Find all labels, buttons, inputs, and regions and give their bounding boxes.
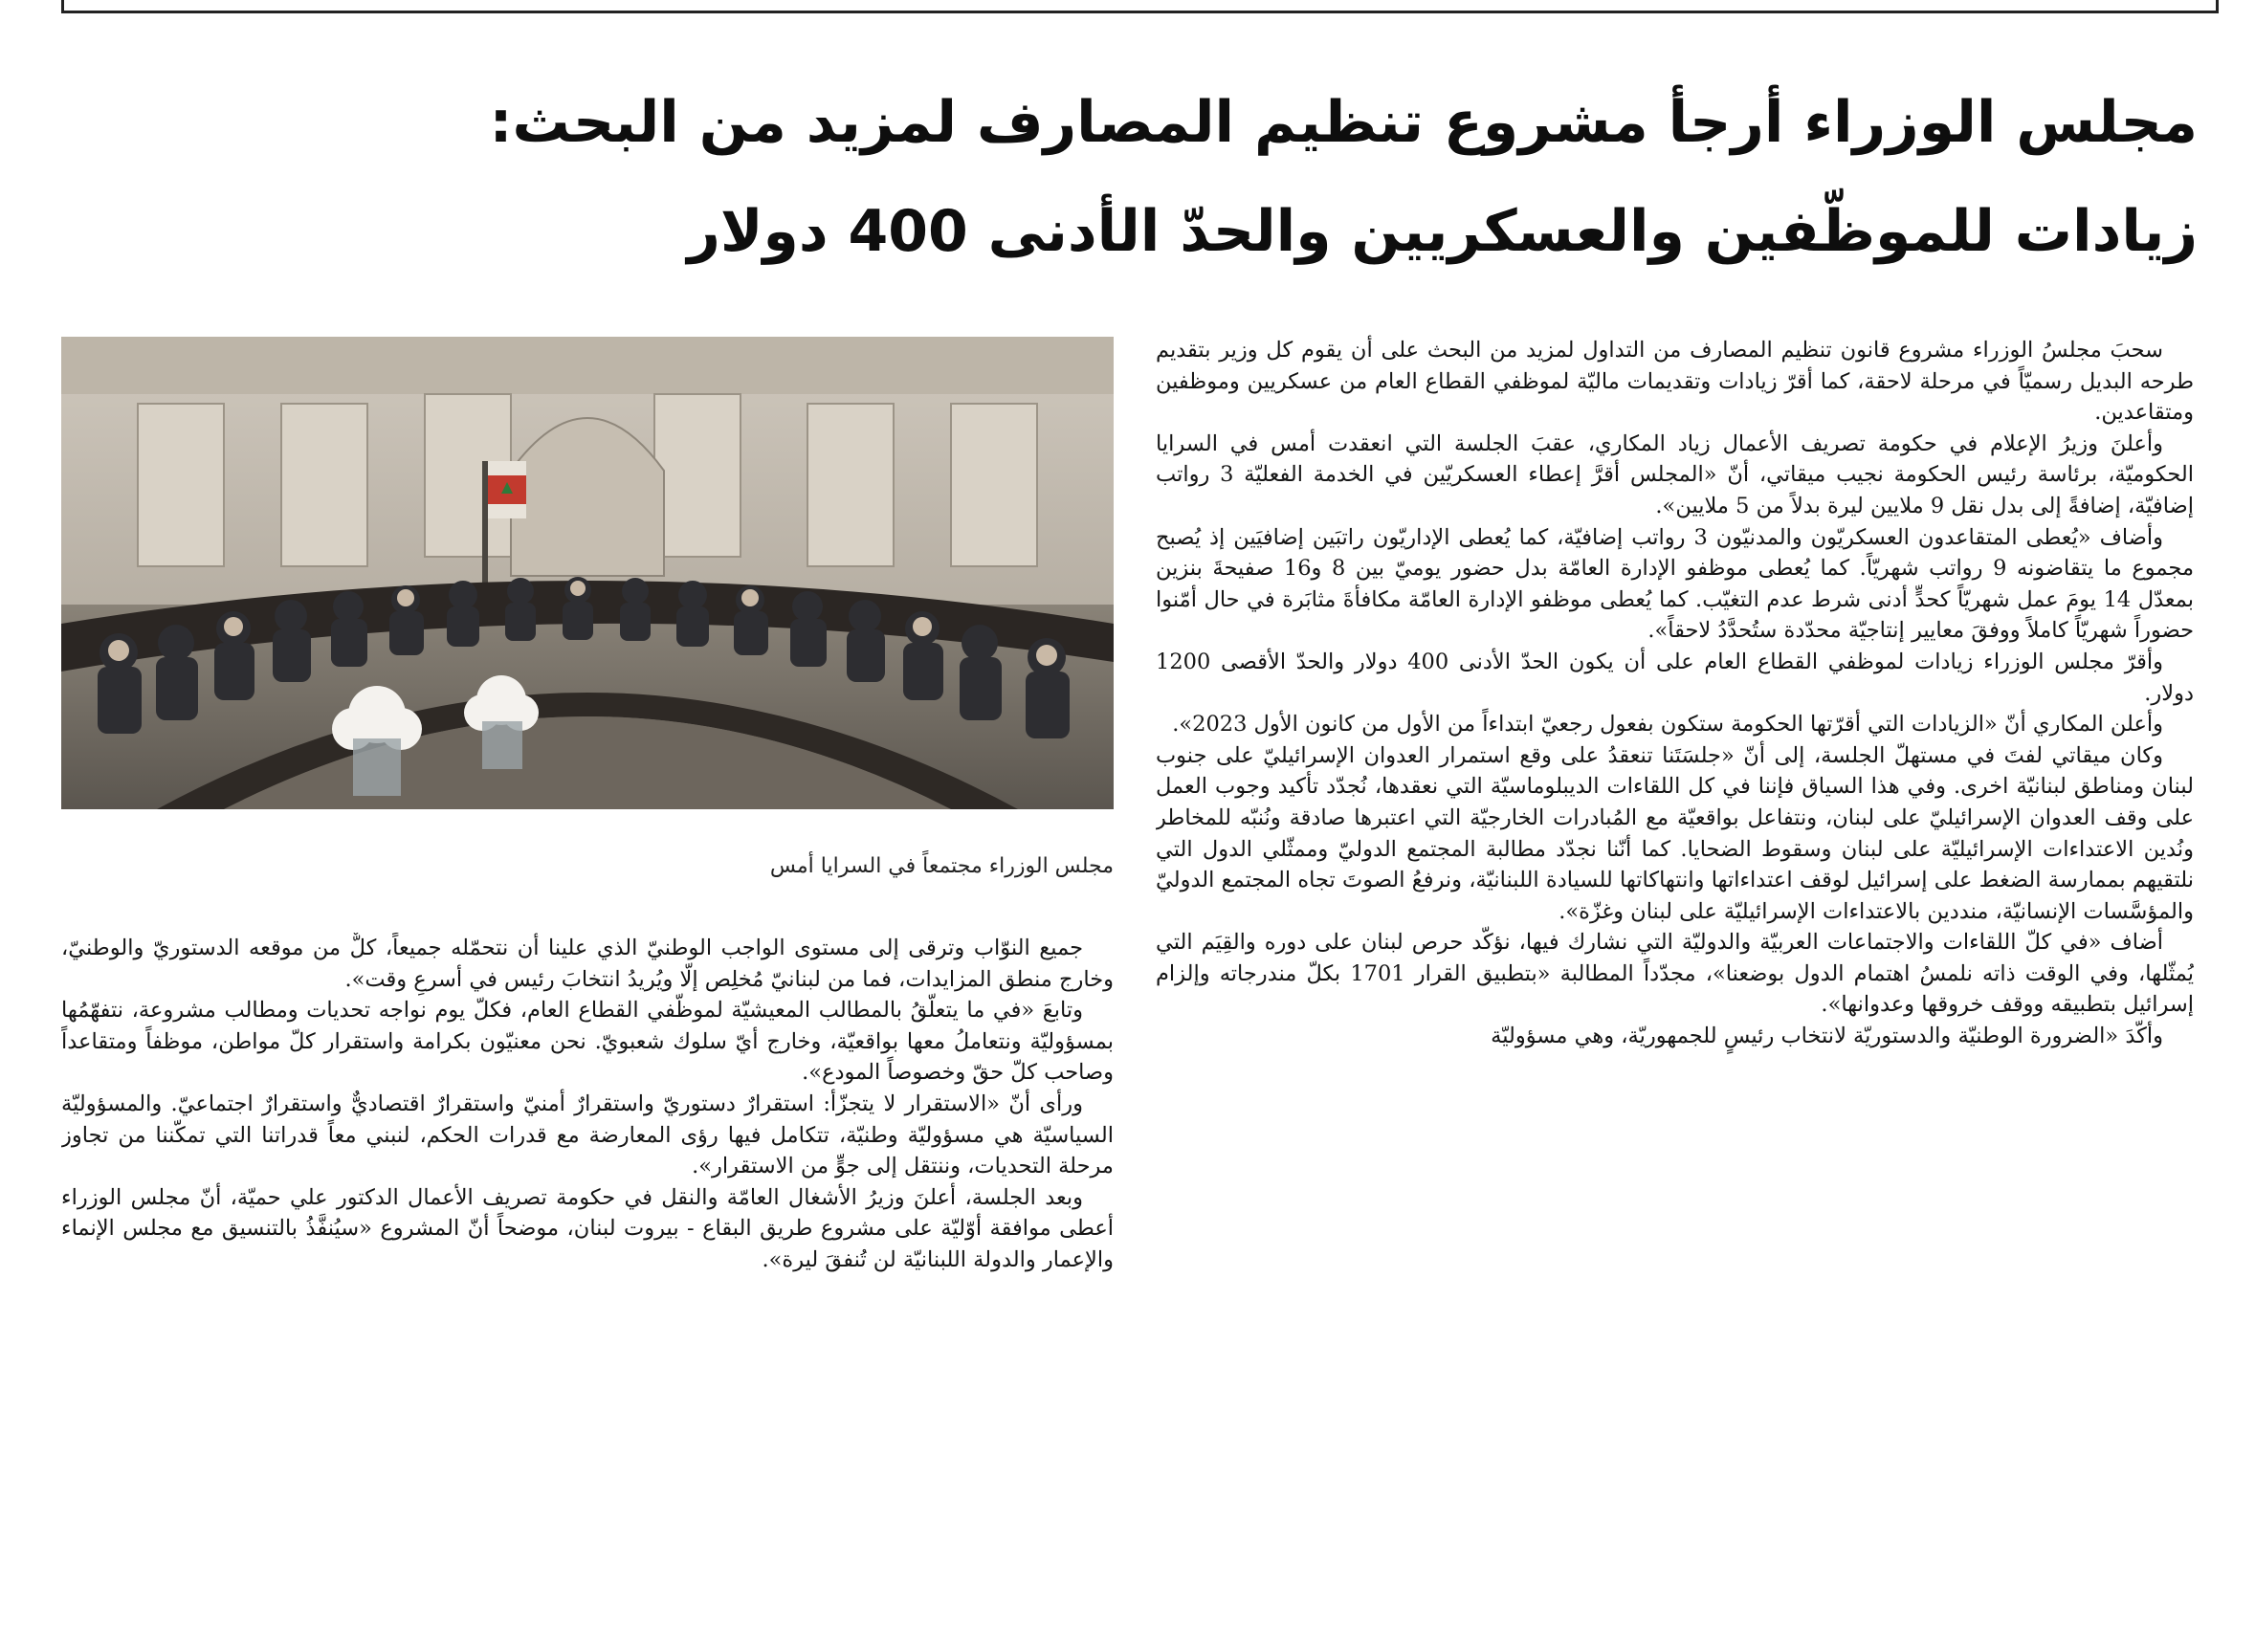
- paragraph: وبعد الجلسة، أعلنَ وزيرُ الأشغال العامّة والنقل في حكومة تصريف الأعمال الدكتور علي حميّة، أنّ مجلس الوزراء أعطى موافقة أوّليّة على مشروع طريق البقاع - بيروت لبنان، موضحاً أنّ المشروع «سيُنفَّذُ بالتنسيق مع مجلس الإنماء والإعمار والدولة اللبنانيّة لن تُنفقَ ليرة».: [61, 1184, 1114, 1272]
- top-border-rule: [61, 0, 2219, 13]
- paragraph: سحبَ مجلسُ الوزراء مشروع قانون تنظيم المصارف من التداول لمزيد من البحث على أن يقوم كل وزير بتقديم طرحه البديل رسميّاً في مرحلة لاحقة، كما أقرّ زيادات وتقديمات ماليّة لموظفي القطاع العام من عسكريين وموظفين ومتقاعدين.: [1156, 338, 2194, 426]
- paragraph: وأعلنَ وزيرُ الإعلام في حكومة تصريف الأعمال زياد المكاري، عقبَ الجلسة التي انعقدت أمس في السرايا الحكوميّة، برئاسة رئيس الحكومة نجيب ميقاتي، أنّ «المجلس أقرَّ إعطاء العسكريّين في الخدمة الفعليّة 3 رواتب إضافيّة، إضافةً إلى بدل نقل 9 ملايين ليرة بدلاً من 5 ملايين».: [1156, 430, 2194, 518]
- photo-illustration: [61, 337, 1114, 809]
- article-left-column: [61, 933, 1114, 1631]
- paragraph: ورأى أنّ «الاستقرار لا يتجزّأ: استقرارٌ دستوريّ واستقرارٌ أمنيّ واستقرارٌ اقتصاديٌّ واستقرارٌ اجتماعيّ. والمسؤوليّة السياسيّة هي مسؤوليّة وطنيّة، تتكامل فيها رؤى المعارضة مع قدرات الحكم، لنبني معاً قدراتنا التي تمكّننا من تجاوز مرحلة التحديات، وننتقل إلى جوٍّ من الاستقرار».: [61, 1090, 1114, 1179]
- paragraph: وأعلن المكاري أنّ «الزيادات التي أقرّتها الحكومة ستكون بفعول رجعيّ ابتداءاً من الأول من كانون الأول 2023».: [1172, 712, 2163, 738]
- paragraph: أضاف «في كلّ اللقاءات والاجتماعات العربيّة والدوليّة التي نشارك فيها، نؤكّد حرص لبنان على دوره والقِيَم التي يُمثّلها، وفي الوقت ذاته نلمسُ اهتمام الدول بوضعنا»، مجدّداً المطالبة «بتطبيق القرار 1701 بكلّ مندرجاته وإلزام إسرائيل بتطبيقه ووقف خروقها وعدوانها».: [1156, 930, 2194, 1018]
- paragraph: وتابعَ «في ما يتعلّقُ بالمطالب المعيشيّة لموظّفي القطاع العام، فكلّ يوم نواجه تحديات ومطالب مشروعة، نتفهّمُها بمسؤوليّة ونتعاملُ معها بواقعيّة، وخارج أيّ سلوك شعبويّ. نحن معنيّون بكرامة واستقرار كلّ مواطن، موظفاً ومتقاعداً وصاحب كلّ حقّ وخصوصاً المودع».: [61, 998, 1114, 1086]
- cabinet-meeting-photo: [61, 337, 1114, 809]
- article-right-column: [1156, 335, 2194, 1631]
- paragraph: وكان ميقاتي لفتَ في مستهلّ الجلسة، إلى أنّ «جلسَتَنا تنعقدُ على وقع استمرار العدوان الإسرائيليّ على جنوب لبنان ومناطق لبنانيّة اخرى. وفي هذا السياق فإننا في كل اللقاءات الديبلوماسيّة التي نعقدها، نُجدّد تأكيد وجوب العمل على وقف العدوان الإسرائيليّ على لبنان، ونتفاعل بواقعيّة مع المُبادرات الخارجيّة التي اعتبرها صادقة ونُنبّه للمخاطر ونُدين الاعتداءات الإسرائيليّة على لبنان وسقوط الضحايا. كما أنّنا نجدّد مطالبة المجتمع الدوليّ وممثّلي الدول التي نلتقيهم بممارسة الضغط على إسرائيل لوقف اعتداءاتها وانتهاكاتها للسيادة اللبنانيّة، ونرفعُ الصوتَ تجاه المجتمع الدوليّ والمؤسَّسات الإنسانيّة، منددين بالاعتداءات الإسرائيليّة على لبنان وغزّة».: [1156, 742, 2194, 924]
- headline-line-1: مجلس الوزراء أرجأ مشروع تنظيم المصارف لمزيد من البحث:: [489, 89, 2198, 156]
- paragraph: وأكّدَ «الضرورة الوطنيّة والدستوريّة لانتخاب رئيسٍ للجمهوريّة، وهي مسؤوليّة: [1491, 1024, 2163, 1049]
- paragraph: وأضاف «يُعطى المتقاعدون العسكريّون والمدنيّون 3 رواتب إضافيّة، كما يُعطى الإداريّون راتبَين إضافيَين إذ يُصبح مجموع ما يتقاضونه 9 رواتب شهريّاً. كما يُعطى موظفو الإدارة العامّة بدل حضور يوميّ بين 8 و16 صفيحةَ بنزين بمعدّل 14 يومَ عمل شهريّاً كحدٍّ أدنى شرط عدم التغيّب. كما يُعطى موظفو الإدارة العامّة مكافأةَ مثابَرة في حال أمّنوا حضوراً شهريّاً كاملاً ووفقَ معايير إنتاجيّة محدّدة ستُحدَّدُ لاحقاً».: [1156, 524, 2194, 644]
- paragraph: وأقرّ مجلس الوزراء زيادات لموظفي القطاع العام على أن يكون الحدّ الأدنى 400 دولار والحدّ الأقصى 1200 دولار.: [1156, 649, 2194, 706]
- photo-caption: مجلس الوزراء مجتمعاً في السرايا أمس: [769, 854, 1114, 878]
- paragraph: جميع النوّاب وترقى إلى مستوى الواجب الوطنيّ الذي علينا أن نتحمّله جميعاً، كلٌّ من موقعه الدستوريّ والوطنيّ، وخارج منطق المزايدات، فما من لبنانيّ مُخلِص إلّا ويُريدُ انتخابَ رئيس في أسرعِ وقت».: [61, 936, 1114, 992]
- headline-line-2: زيادات للموظّفين والعسكريين والحدّ الأدنى 400 دولار: [687, 198, 2198, 265]
